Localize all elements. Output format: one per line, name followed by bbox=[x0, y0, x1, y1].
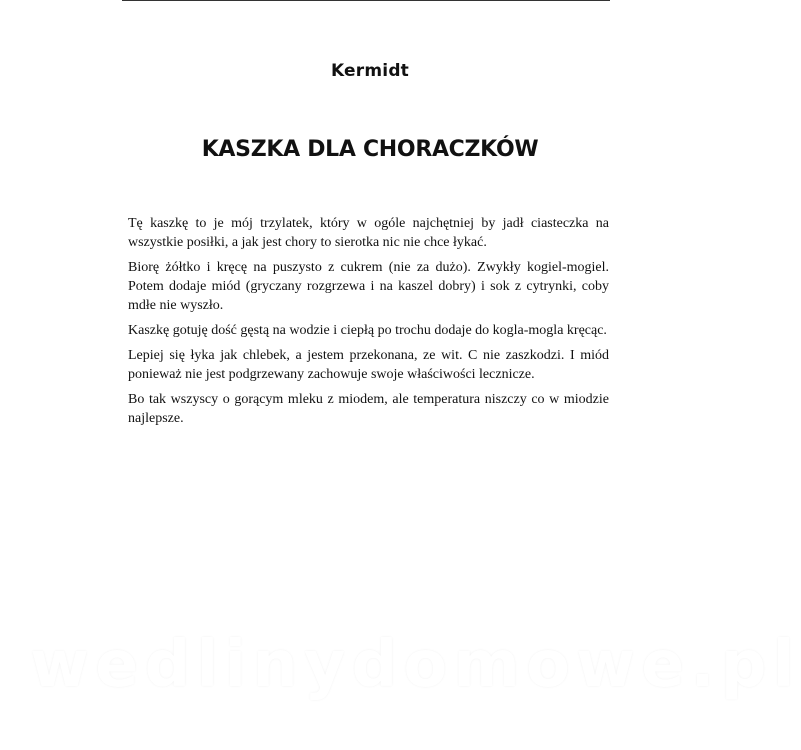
top-rule bbox=[122, 0, 610, 1]
paragraph: Lepiej się łyka jak chlebek, a jestem przekonana, ze wit. C nie zaszkodzi. I miód ponieważ nie jest podgrzewany zachowuje swoje właściwości lecznicze. bbox=[128, 348, 609, 382]
paragraph: Tę kaszkę to je mój trzylatek, który w ogóle najchętniej by jadł ciasteczka na wszystkie posiłki, a jak jest chory to sierotka nic nie chce łykać. bbox=[128, 216, 609, 250]
recipe-title: KASZKA DLA CHORACZKÓW bbox=[201, 137, 539, 162]
recipe-body bbox=[128, 214, 609, 434]
paragraph: Bo tak wszyscy o gorącym mleku z miodem, ale temperatura niszczy co w miodzie najlepsze. bbox=[128, 392, 609, 426]
paragraph: Biorę żółtko i kręcę na puszysto z cukrem (nie za dużo). Zwykły kogiel-mogiel. Potem dodaje miód (gryczany rozgrzewa i na kaszel dobry) i sok z cytrynki, coby mdłe nie wyszło. bbox=[128, 260, 609, 313]
watermark: wedlinydomowe.pl bbox=[30, 628, 801, 702]
paragraph: Kaszkę gotuję dość gęstą na wodzie i ciepłą po trochu dodaje do kogla-mogla kręcąc. bbox=[128, 323, 607, 338]
author-name: Kermidt bbox=[330, 61, 410, 81]
